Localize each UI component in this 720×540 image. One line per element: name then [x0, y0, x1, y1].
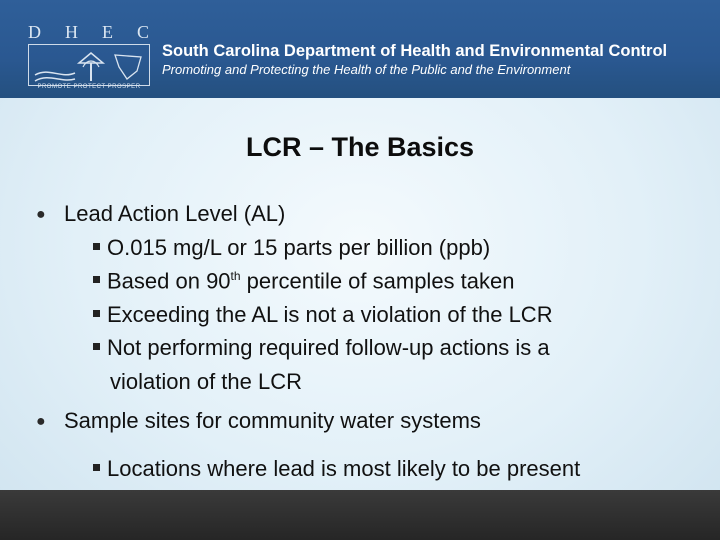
bullet-lead-action-level: Lead Action Level (AL) — [64, 201, 286, 226]
footer-bar — [0, 490, 720, 540]
sub-bullet-follow-up: Not performing required follow-up actions is a — [93, 337, 550, 359]
organization-name: South Carolina Department of Health and Environmental Control — [162, 42, 668, 60]
organization-tagline: Promoting and Protecting the Health of the Public and the Environment — [162, 62, 571, 77]
logo-letter: C — [136, 22, 150, 42]
slide-title: LCR – The Basics — [245, 132, 475, 162]
dhec-logo — [28, 22, 150, 90]
header-banner — [0, 0, 720, 98]
sub-bullet-locations: Locations where lead is most likely to be present — [93, 458, 580, 480]
square-bullet-icon — [93, 243, 100, 250]
logo-emblem-icon — [29, 45, 149, 85]
square-bullet-icon — [93, 464, 100, 471]
logo-letters — [28, 22, 150, 43]
sub-bullet-follow-up-continued: violation of the LCR — [110, 369, 302, 394]
logo-motto: PROMOTE PROTECT PROSPER — [37, 84, 141, 90]
logo-letter: E — [101, 22, 114, 42]
logo-letter: H — [64, 22, 79, 42]
sub-bullet-exceeding: Exceeding the AL is not a violation of the LCR — [93, 304, 553, 326]
square-bullet-icon — [93, 343, 100, 350]
bullet-dot-icon: ● — [36, 206, 46, 223]
square-bullet-icon — [93, 276, 100, 283]
logo-emblem — [28, 44, 150, 86]
bullet-dot-icon: ● — [36, 413, 46, 430]
sub-bullet-percentile: Based on 90th percentile of samples taken — [93, 270, 515, 292]
bullet-sample-sites: Sample sites for community water systems — [64, 408, 481, 433]
sub-bullet-ppb: O.015 mg/L or 15 parts per billion (ppb) — [93, 237, 490, 259]
logo-letter: D — [28, 22, 42, 42]
square-bullet-icon — [93, 310, 100, 317]
